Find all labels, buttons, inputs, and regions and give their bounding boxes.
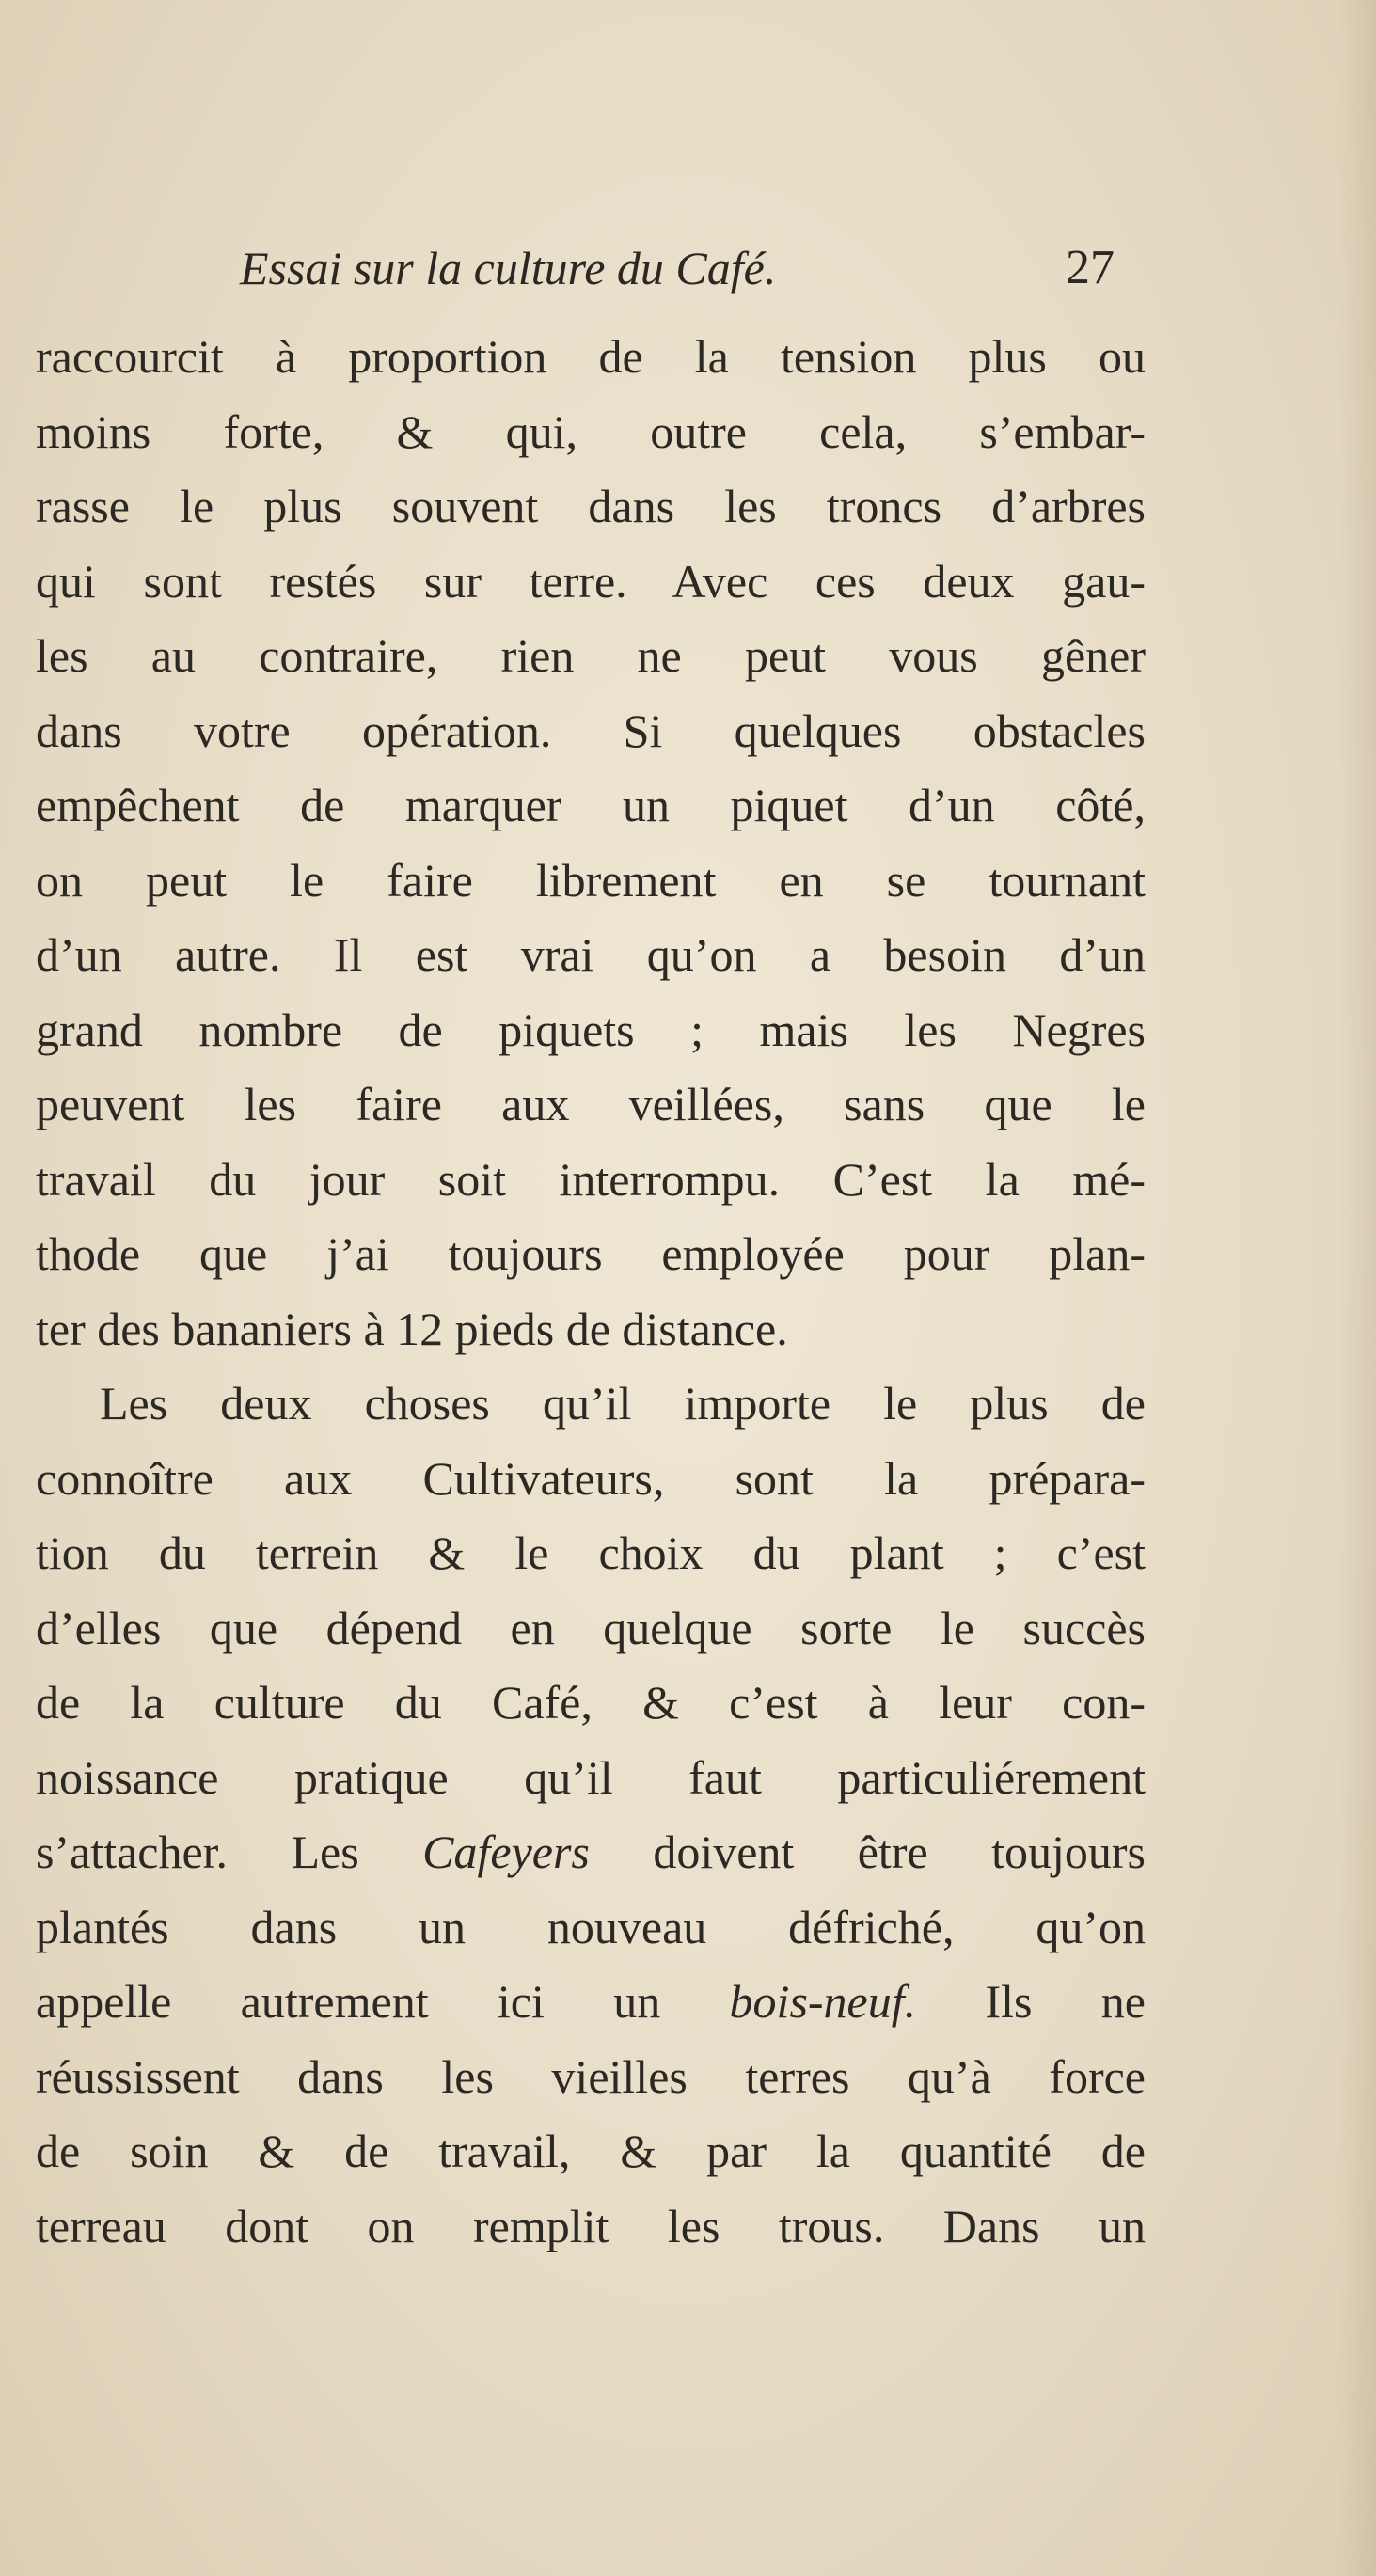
running-title: Essai sur la culture du Café. bbox=[240, 242, 777, 294]
text-run: Ils ne bbox=[916, 1975, 1146, 2028]
text-line: dans votre opération. Si quelques obstacles bbox=[36, 703, 1146, 757]
page-header bbox=[240, 235, 1143, 301]
italic-term: Cafeyers bbox=[422, 1825, 590, 1878]
text-line: on peut le faire librement en se tournant bbox=[36, 853, 1146, 907]
text-line: empêchent de marquer un piquet d’un côté, bbox=[36, 779, 1146, 831]
text-line bbox=[36, 1965, 1146, 2040]
text-line: d’elles que dépend en quelque sorte le succès bbox=[36, 1601, 1146, 1654]
italic-term: bois-neuf. bbox=[729, 1975, 917, 2028]
text-line: grand nombre de piquets ; mais les Negres bbox=[36, 1003, 1146, 1056]
page-number: 27 bbox=[1066, 241, 1115, 294]
text-line: rasse le plus souvent dans les troncs d’arbres bbox=[36, 480, 1146, 532]
text-line bbox=[36, 1815, 1146, 1890]
text-run: doivent être toujours bbox=[589, 1825, 1147, 1878]
text-line: de la culture du Café, & c’est à leur con- bbox=[36, 1676, 1146, 1729]
text-line: thode que j’ai toujours employée pour plan- bbox=[36, 1227, 1146, 1280]
text-line: ter des bananiers à 12 pieds de distance. bbox=[36, 1302, 788, 1355]
text-run: appelle autrement ici un bbox=[36, 1975, 730, 2028]
text-line: connoître aux Cultivateurs, sont la prépara- bbox=[36, 1451, 1146, 1505]
text-line: travail du jour soit interrompu. C’est la mé- bbox=[36, 1152, 1146, 1206]
text-line: noissance pratique qu’il faut particuliérement bbox=[36, 1750, 1146, 1804]
paper-edge-shadow bbox=[1338, 0, 1376, 2576]
text-line: terreau dont on remplit les trous. Dans un bbox=[36, 2199, 1146, 2252]
text-run: s’attacher. Les bbox=[36, 1825, 423, 1878]
text-line: de soin & de travail, & par la quantité de bbox=[36, 2125, 1146, 2177]
text-line: qui sont restés sur terre. Avec ces deux gau- bbox=[36, 554, 1146, 608]
text-line: peuvent les faire aux veillées, sans que le bbox=[36, 1078, 1146, 1130]
text-line: raccourcit à proportion de la tension plus ou bbox=[36, 330, 1146, 383]
text-line: réussissent dans les vieilles terres qu’à force bbox=[36, 2049, 1146, 2103]
body-text bbox=[36, 320, 1146, 2264]
text-line: plantés dans un nouveau défriché, qu’on bbox=[36, 1900, 1146, 1953]
text-line: Les deux choses qu’il importe le plus de bbox=[100, 1377, 1146, 1430]
text-line: moins forte, & qui, outre cela, s’embar- bbox=[36, 404, 1146, 458]
text-line: les au contraire, rien ne peut vous gêner bbox=[36, 629, 1146, 682]
text-line: tion du terrein & le choix du plant ; c’est bbox=[36, 1526, 1146, 1579]
text-line: d’un autre. Il est vrai qu’on a besoin d’un bbox=[36, 928, 1146, 981]
